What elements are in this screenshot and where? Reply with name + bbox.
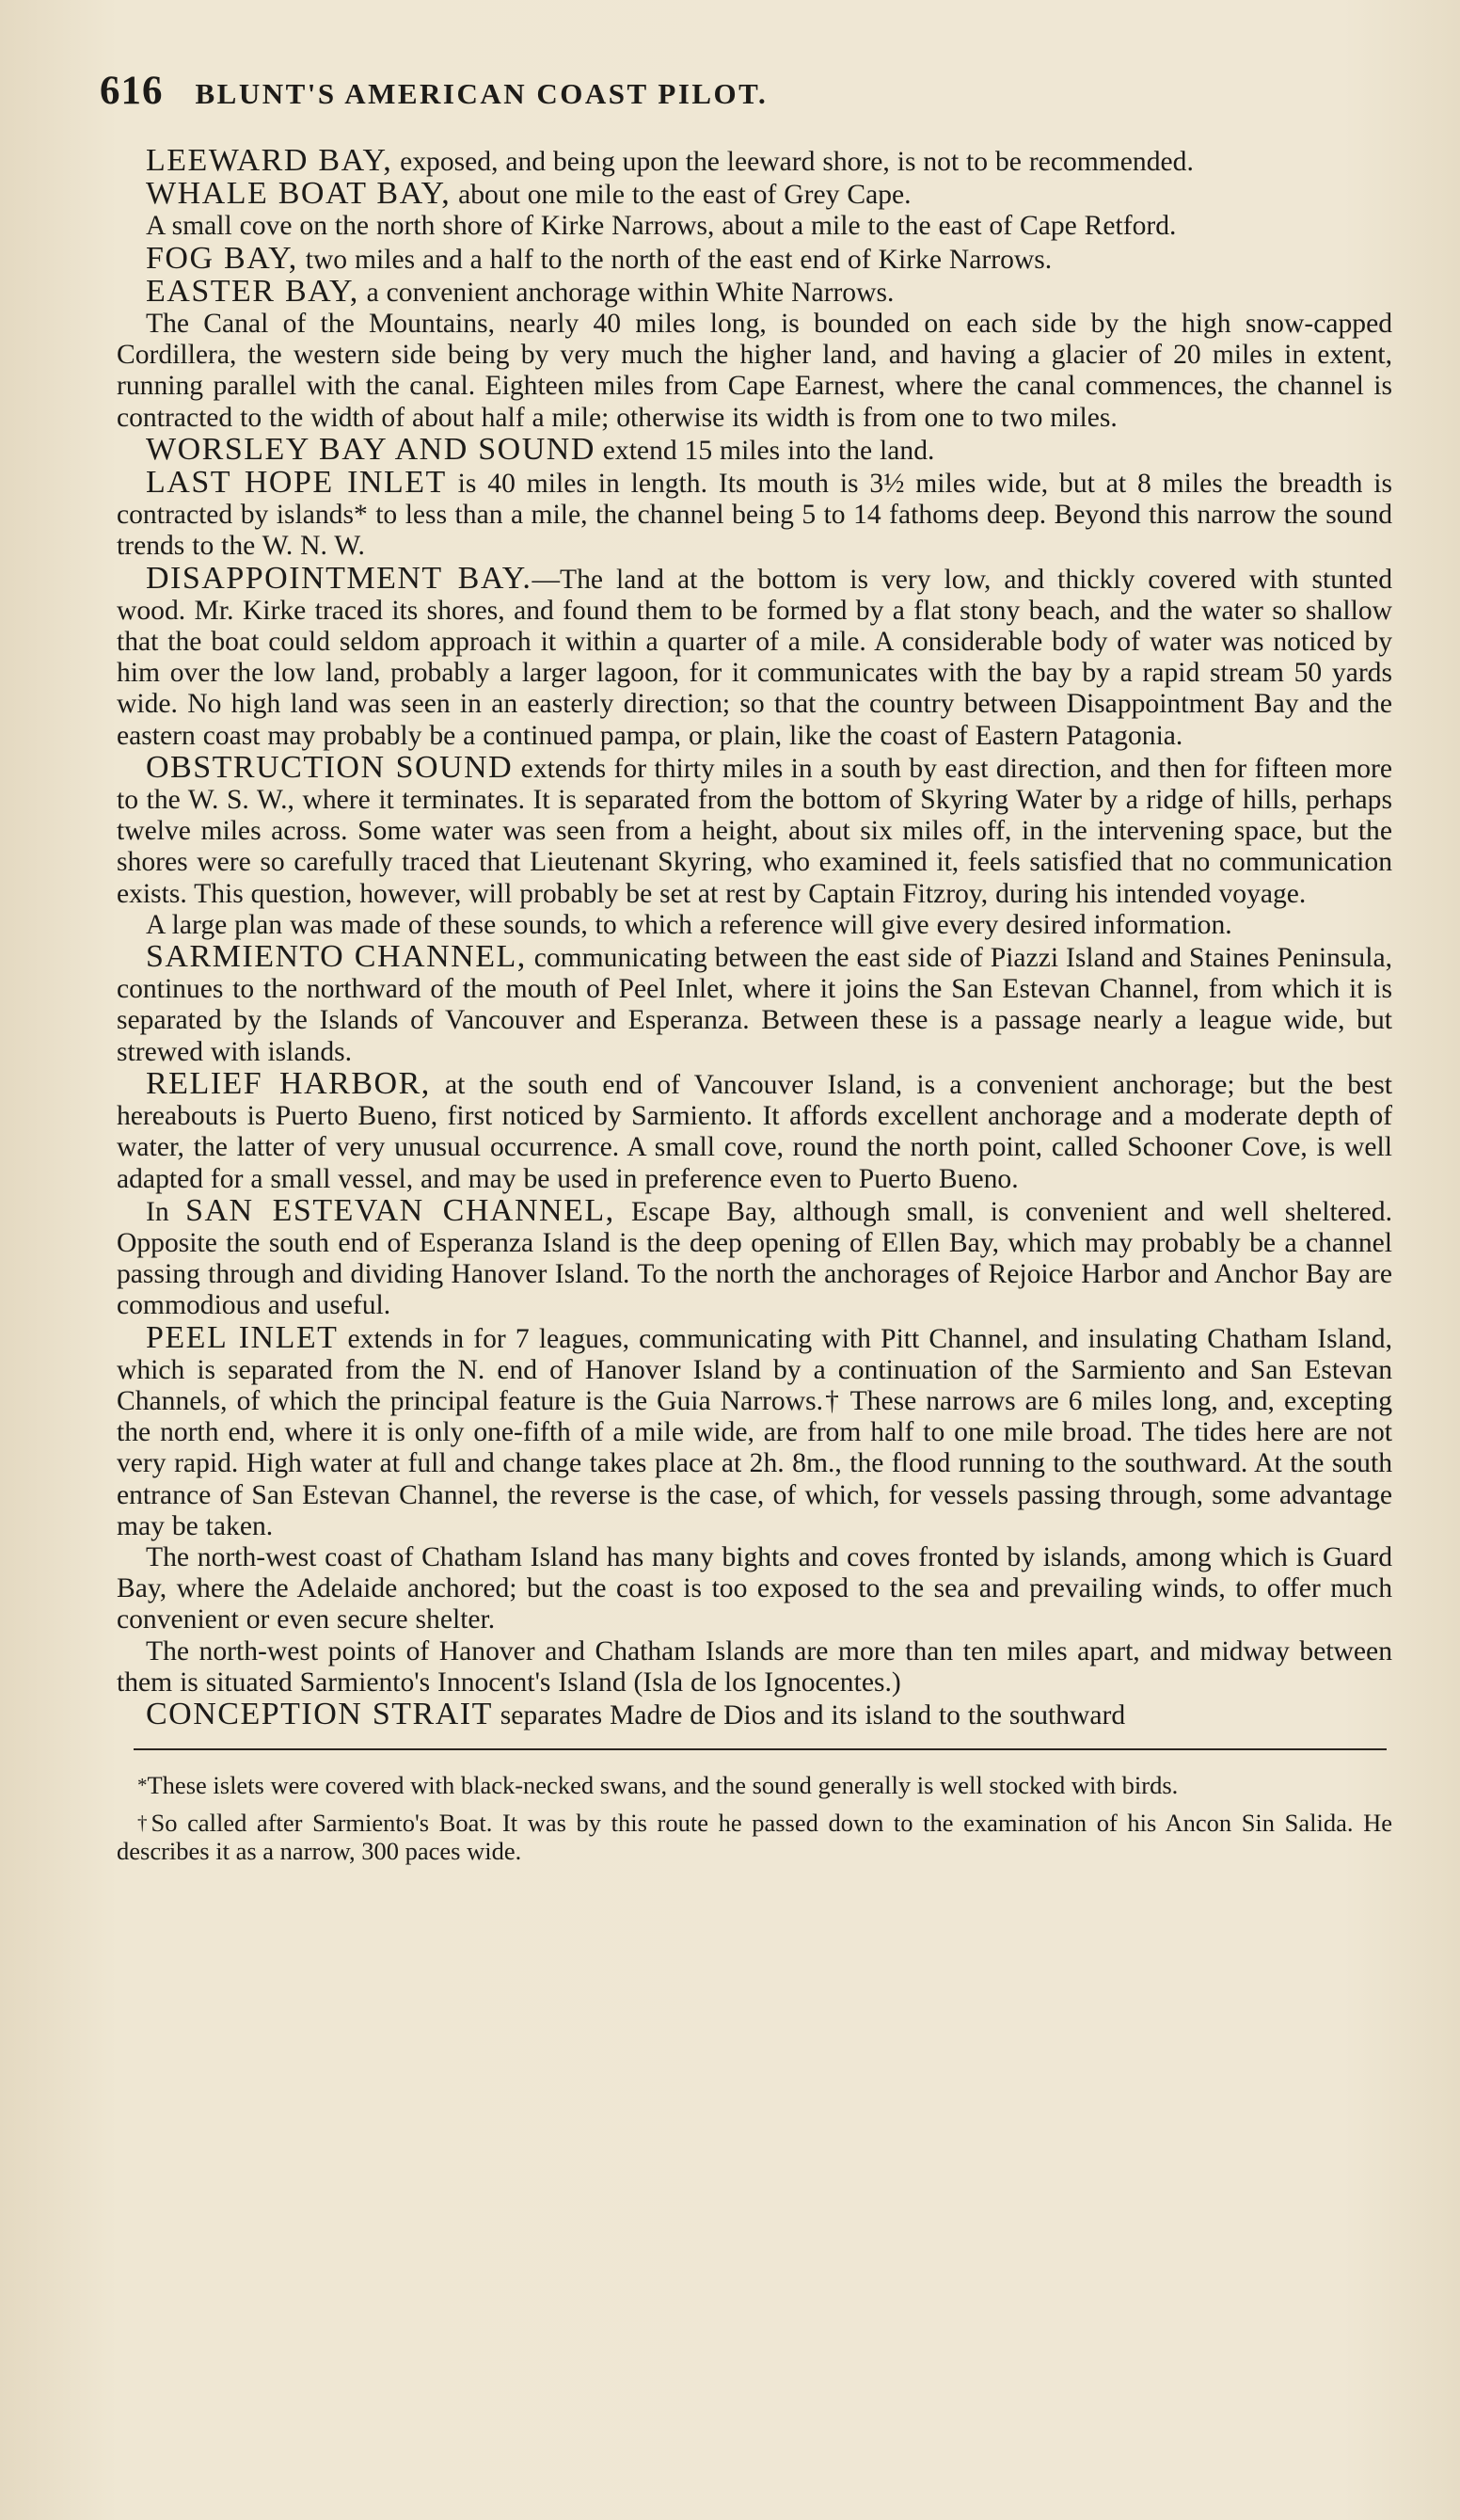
paragraph-text: The Canal of the Mountains, nearly 40 miles long, is bounded on each side by the high snow-capped Cordillera, the western side being by very much the higher land, and having a glacier of 20 miles in extent, running parallel with the canal. Eighteen miles from Cape Earnest, where the canal commences, the channel is contracted to the width of about half a mile; otherwise its width is from one to two miles.: [117, 309, 1392, 433]
paragraph-northwest-points: [117, 1636, 1392, 1699]
paragraph-obstruction-sound: [117, 749, 1393, 910]
paragraph-canal-of-mountains: [117, 309, 1392, 434]
footnote-swans: [117, 1771, 1392, 1799]
paragraph-lead: In: [146, 1196, 186, 1227]
footnote-mark: *: [137, 1774, 148, 1797]
paragraph-worsley-bay: [117, 431, 1392, 467]
footnotes: [117, 1771, 1392, 1865]
running-head: BLUNT'S AMERICAN COAST PILOT.: [195, 77, 769, 110]
place-heading: PEEL INLET: [146, 1319, 339, 1355]
place-heading: FOG BAY,: [146, 240, 298, 276]
paragraph-text: The north-west coast of Chatham Island has many bights and coves fronted by islands, among which is Guard Bay, where the Adelaide anchored; but the coast is too exposed to the sea and prevailing winds, to offer much convenient or even secure shelter.: [117, 1541, 1392, 1635]
paragraph-text: at the south end of Vancouver Island, is a convenient anchorage; but the best hereabouts is Puerto Bueno, first noticed by Sarmiento. It affords excellent anchorage and a moderate depth of water, the latter of very unusual occurrence. A small cove, round the north point, called Schooner Cove, is well adapted for a small vessel, and may be used in preference even to Puerto Bueno.: [117, 1069, 1392, 1194]
footnote-text: So called after Sarmiento's Boat. It was by this route he passed down to the examination of his Ancon Sin Salida. He describes it as a narrow, 300 paces wide.: [117, 1809, 1393, 1866]
place-heading: DISAPPOINTMENT BAY.: [146, 560, 532, 596]
paragraph-conception-strait: [117, 1696, 1392, 1731]
body-text: [117, 145, 1392, 1731]
page-number: 616: [100, 69, 164, 113]
paragraph-chatham-coast: [117, 1542, 1392, 1636]
paragraph-text: a convenient anchorage within White Narrows.: [358, 277, 895, 308]
paragraph-text: two miles and a half to the north of the east end of Kirke Narrows.: [297, 244, 1053, 275]
paragraph-relief-harbor: [117, 1065, 1392, 1195]
paragraph-fog-bay: [117, 240, 1392, 276]
paragraph-text: is 40 miles in length. Its mouth is 3½ miles wide, but at 8 miles the breadth is contracted by islands* to less than a mile, the channel being 5 to 14 fathoms deep. Beyond this narrow the sound trends to the W. N. W.: [117, 469, 1392, 562]
paragraph-disappointment-bay: [117, 560, 1392, 752]
paragraph-text: exposed, and being upon the leeward shore, is not to be recommended.: [392, 147, 1194, 177]
paragraph-text: about one mile to the east of Grey Cape.: [451, 180, 912, 211]
paragraph-small-cove: [117, 211, 1392, 242]
footnote-text: These islets were covered with black-necked swans, and the sound generally is well stocked with birds.: [147, 1771, 1179, 1800]
paragraph-text: communicating between the east side of Piazzi Island and Staines Peninsula, continues to the northward of the mouth of Peel Inlet, where it joins the San Estevan Channel, from which it is separated by the Islands of Vancouver and Esperanza. Between these is a passage nearly a league wide, but strewed with islands.: [117, 943, 1392, 1067]
footnote-sarmiento-boat: [117, 1809, 1392, 1865]
paragraph-san-estevan-channel: [117, 1192, 1392, 1322]
paragraph-peel-inlet: [117, 1319, 1392, 1542]
place-heading: OBSTRUCTION SOUND: [146, 749, 514, 785]
paragraph-text: A large plan was made of these sounds, to which a reference will give every desired information.: [146, 909, 1232, 940]
paragraph-leeward-bay: [117, 145, 1392, 178]
paragraph-text: extends for thirty miles in a south by east direction, and then for fifteen more to the W. S. W., where it terminates. It is separated from the bottom of Skyring Water by a ridge of hills, perhaps twelve miles across. Some water was seen from a height, about six miles off, in the intervening space, but the shores were so carefully traced that Lieutenant Skyring, who examined it, feels satisfied that no communication exists. This question, however, will probably be set at rest by Captain Fitzroy, during his intended voyage.: [117, 753, 1393, 909]
paragraph-sarmiento-channel: [117, 941, 1392, 1068]
paragraph-last-hope-inlet: [117, 467, 1392, 563]
page-header: [100, 68, 1392, 120]
paragraph-text: separates Madre de Dios and its island to the southward: [492, 1699, 1126, 1731]
paragraph-easter-bay: [117, 273, 1392, 309]
place-heading: WHALE BOAT BAY,: [146, 176, 452, 212]
place-heading: EASTER BAY,: [146, 273, 359, 309]
footnote-mark: †: [137, 1811, 151, 1835]
place-heading: CONCEPTION STRAIT: [146, 1696, 493, 1731]
place-heading: SARMIENTO CHANNEL,: [146, 939, 527, 975]
place-heading: SAN ESTEVAN CHANNEL,: [185, 1192, 615, 1228]
paragraph-text: The north-west points of Hanover and Chatham Islands are more than ten miles apart, and midway between them is situated Sarmiento's Innocent's Island (Isla de los Ignocentes.): [117, 1635, 1392, 1698]
place-heading: LEEWARD BAY,: [146, 143, 393, 178]
footnote-divider: [134, 1748, 1387, 1750]
paragraph-large-plan: [117, 910, 1392, 941]
paragraph-whale-boat-bay: [117, 178, 1392, 211]
paragraph-text: Escape Bay, although small, is convenient and well sheltered. Opposite the south end of Esperanza Island is the deep opening of Ellen Bay, which may probably be a channel passing through and dividing Hanover Island. To the north the anchorages of Rejoice Harbor and Anchor Bay are commodious and useful.: [117, 1196, 1392, 1321]
place-heading: WORSLEY BAY AND SOUND: [146, 431, 595, 467]
paragraph-text: —The land at the bottom is very low, and thickly covered with stunted wood. Mr. Kirke traced its shores, and found them to be formed by a flat stony beach, and the water so shallow that the boat could seldom approach it within a quarter of a mile. A considerable body of water was noticed by him over the low land, probably a larger lagoon, for it communicates with the bay by a rapid stream 50 yards wide. No high land was seen in an easterly direction; so that the country between Disappointment Bay and the eastern coast may probably be a continued pampa, or plain, like the coast of Eastern Patagonia.: [117, 564, 1392, 751]
paragraph-text: extend 15 miles into the land.: [595, 435, 935, 466]
place-heading: RELIEF HARBOR,: [146, 1065, 431, 1101]
place-heading: LAST HOPE INLET: [146, 465, 447, 501]
paragraph-text: A small cove on the north shore of Kirke Narrows, about a mile to the east of Cape Retford.: [146, 211, 1177, 242]
paragraph-text: extends in for 7 leagues, communicating with Pitt Channel, and insulating Chatham Island, which is separated from the N. end of Hanover Island by a continuation of the Sarmiento and San Estevan Channels, of which the principal feature is the Guia Narrows.† These narrows are 6 miles long, and, excepting the north end, where it is only one-fifth of a mile wide, are from half to one mile broad. The tides here are not very rapid. High water at full and change takes place at 2h. 8m., the flood running to the southward. At the south entrance of San Estevan Channel, the reverse is the case, of which, for vessels passing through, some advantage may be taken.: [117, 1323, 1392, 1541]
